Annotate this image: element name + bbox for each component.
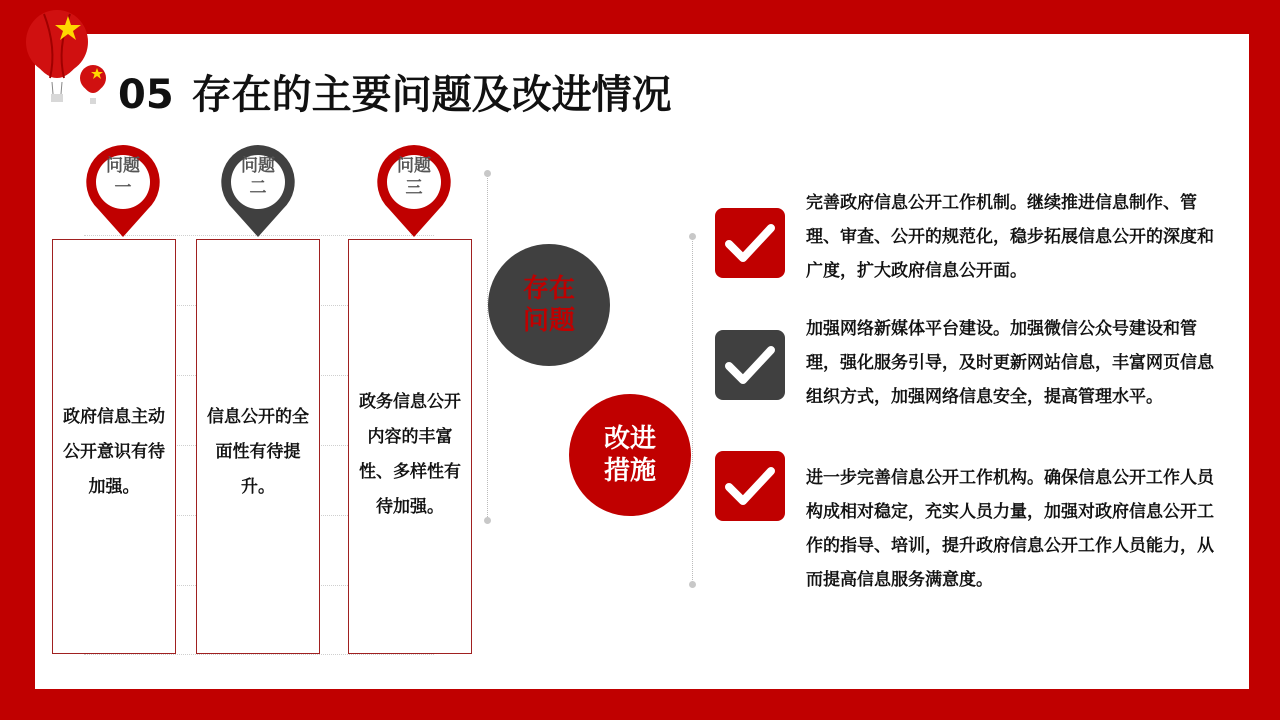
problem-2-label: 问题 二 — [241, 156, 275, 198]
problem-1-card — [52, 239, 176, 654]
measure-1-check — [715, 208, 785, 278]
problem-2-text: 信息公开的全面性有待提升。 — [207, 407, 309, 497]
existing-problems-circle: 存在问题 — [488, 244, 610, 366]
connector-dot — [689, 233, 696, 240]
problem-3-label: 问题 三 — [397, 156, 431, 198]
connector-dot — [689, 581, 696, 588]
section-number: 05 — [118, 72, 174, 118]
measure-3-check — [715, 451, 785, 521]
measure-2-check — [715, 330, 785, 400]
guide-line — [84, 654, 434, 655]
problem-3-card — [348, 239, 472, 654]
check-icon — [715, 208, 785, 278]
check-icon — [715, 451, 785, 521]
connector-line-left — [487, 173, 488, 521]
problem-1-text: 政府信息主动公开意识有待加强。 — [63, 407, 165, 497]
measure-2-text: 加强网络新媒体平台建设。加强微信公众号建设和管理，强化服务引导，及时更新网站信息，丰富网页信息组织方式，加强网络信息安全，提高管理水平。 — [806, 319, 1214, 407]
improvement-measures-circle: 改进措施 — [569, 394, 691, 516]
problem-3-text: 政务信息公开内容的丰富性、多样性有待加强。 — [359, 392, 461, 517]
check-icon — [715, 330, 785, 400]
section-title: 存在的主要问题及改进情况 — [191, 72, 672, 118]
measure-3-text: 进一步完善信息公开工作机构。确保信息公开工作人员构成相对稳定，充实人员力量，加强对政府信息公开工作的指导、培训，提升政府信息公开工作人员能力，从而提高信息服务满意度。 — [806, 468, 1214, 590]
connector-line-right — [692, 236, 693, 584]
problem-2-card — [196, 239, 320, 654]
problem-1-label: 问题 一 — [106, 156, 140, 198]
connector-dot — [484, 170, 491, 177]
measure-1-text: 完善政府信息公开工作机制。继续推进信息制作、管理、审查、公开的规范化，稳步拓展信息公开的深度和广度，扩大政府信息公开面。 — [806, 193, 1214, 281]
small-balloon-icon — [78, 64, 108, 106]
problem-1-pin — [84, 143, 162, 239]
problem-2-pin — [219, 143, 297, 239]
connector-dot — [484, 517, 491, 524]
page-title — [118, 70, 672, 120]
problem-3-pin — [375, 143, 453, 239]
